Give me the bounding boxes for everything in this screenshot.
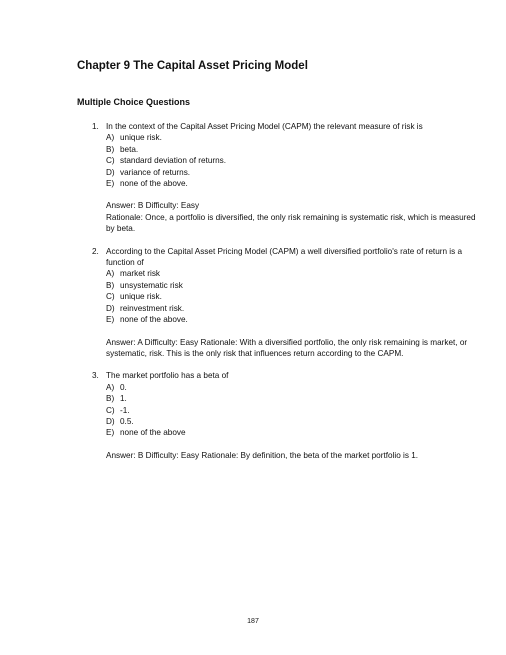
answer-block [106, 450, 477, 461]
option-letter: B) [106, 280, 115, 290]
option-d [106, 167, 477, 178]
answer-line: Answer: B Difficulty: Easy Rationale: By definition, the beta of the market portfolio is 1. [106, 450, 419, 460]
question-stem [92, 121, 477, 132]
option-a [106, 382, 477, 393]
option-letter: E) [106, 428, 115, 438]
option-a [106, 268, 477, 279]
option-letter: E) [106, 179, 115, 189]
option-e [106, 427, 477, 438]
option-letter: E) [106, 315, 115, 325]
option-text: unique risk. [120, 292, 162, 302]
option-text: none of the above. [120, 179, 188, 189]
option-letter: A) [106, 382, 115, 392]
option-letter: B) [106, 394, 115, 404]
chapter-title: Chapter 9 The Capital Asset Pricing Model [77, 60, 308, 72]
option-text: unique risk. [120, 133, 162, 143]
question-number: 2. [92, 246, 99, 256]
option-text: 1. [120, 394, 127, 404]
option-b [106, 280, 477, 291]
option-letter: C) [106, 292, 115, 302]
answer-line: Answer: B Difficulty: Easy [106, 201, 200, 211]
option-list [106, 132, 477, 189]
question-2 [92, 246, 477, 360]
option-letter: D) [106, 167, 115, 177]
rationale-text: Rationale: Once, a portfolio is diversified, the only risk remaining is systematic risk, which is measured by beta. [106, 212, 476, 234]
question-text: In the context of the Capital Asset Pricing Model (CAPM) the relevant measure of risk is [106, 122, 423, 131]
option-text: 0. [120, 382, 127, 392]
option-c [106, 405, 477, 416]
option-d [106, 303, 477, 314]
option-c [106, 155, 477, 166]
option-e [106, 178, 477, 189]
option-b [106, 144, 477, 155]
option-letter: A) [106, 269, 115, 279]
option-text: unsystematic risk [120, 280, 183, 290]
option-text: 0.5. [120, 416, 134, 426]
question-number: 3. [92, 371, 99, 381]
option-text: beta. [120, 144, 139, 154]
question-list [92, 121, 477, 472]
question-stem [92, 246, 477, 269]
option-letter: C) [106, 405, 115, 415]
option-c [106, 291, 477, 302]
option-text: variance of returns. [120, 167, 191, 177]
answer-block [106, 200, 477, 234]
page-number: 187 [247, 618, 259, 625]
question-stem [92, 370, 477, 381]
option-list [106, 268, 477, 325]
question-3 [92, 370, 477, 461]
option-letter: A) [106, 133, 115, 143]
option-letter: C) [106, 156, 115, 166]
answer-block [106, 337, 477, 360]
option-text: none of the above. [120, 315, 188, 325]
option-letter: D) [106, 416, 115, 426]
section-title: Multiple Choice Questions [77, 97, 191, 107]
option-d [106, 416, 477, 427]
option-letter: D) [106, 303, 115, 313]
question-number: 1. [92, 122, 99, 131]
option-text: reinvestment risk. [120, 303, 185, 313]
option-text: standard deviation of returns. [120, 156, 227, 166]
option-e [106, 314, 477, 325]
option-text: market risk [120, 269, 161, 279]
option-text: none of the above [120, 428, 186, 438]
question-text: According to the Capital Asset Pricing Model (CAPM) a well diversified portfolio's rate of return is a function of [106, 246, 463, 268]
option-letter: B) [106, 144, 115, 154]
question-1 [92, 121, 477, 235]
option-text: -1. [120, 405, 130, 415]
question-text: The market portfolio has a beta of [106, 371, 229, 381]
option-a [106, 132, 477, 143]
answer-line: Answer: A Difficulty: Easy Rationale: With a diversified portfolio, the only risk remaining is market, or systematic, risk. This is the only risk that influences return according to the CAPM. [106, 337, 468, 358]
option-b [106, 393, 477, 404]
option-list [106, 382, 477, 439]
